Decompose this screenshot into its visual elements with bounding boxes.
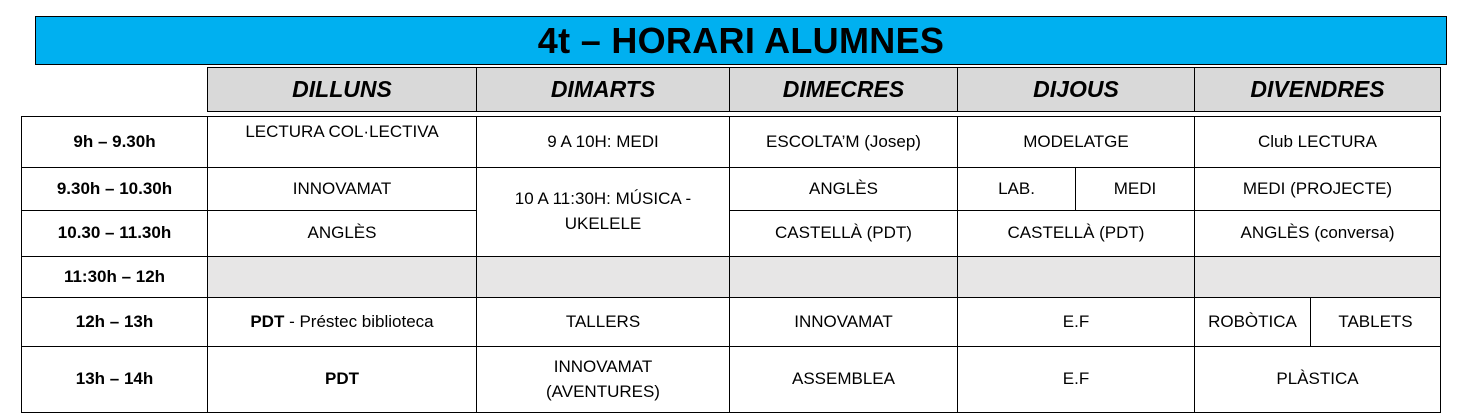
- wednesday-slot-3: CASTELLÀ (PDT): [729, 210, 958, 257]
- time-slot-3: 10.30 – 11.30h: [21, 210, 208, 257]
- friday-break: [1194, 256, 1441, 298]
- friday-slot-5b: TABLETS: [1310, 297, 1441, 347]
- page-title: 4t – HORARI ALUMNES: [35, 16, 1447, 65]
- thursday-slot-2b: MEDI: [1075, 167, 1195, 211]
- wednesday-break: [729, 256, 958, 298]
- monday-slot-1: LECTURA COL·LECTIVA: [207, 116, 477, 168]
- time-slot-5: 12h – 13h: [21, 297, 208, 347]
- time-slot-6: 13h – 14h: [21, 346, 208, 413]
- tuesday-slot-6: [476, 346, 730, 413]
- monday-slot-6: [207, 346, 477, 413]
- time-slot-2: 9.30h – 10.30h: [21, 167, 208, 211]
- friday-slot-1: Club LECTURA: [1194, 116, 1441, 168]
- friday-slot-3: ANGLÈS (conversa): [1194, 210, 1441, 257]
- monday-slot-6-text: PDT: [325, 369, 359, 389]
- time-slot-4: 11:30h – 12h: [21, 256, 208, 298]
- thursday-slot-6: E.F: [957, 346, 1195, 413]
- tuesday-break: [476, 256, 730, 298]
- friday-slot-6: PLÀSTICA: [1194, 346, 1441, 413]
- thursday-slot-2a: LAB.: [957, 167, 1076, 211]
- thursday-slot-5: E.F: [957, 297, 1195, 347]
- friday-slot-5a: ROBÒTICA: [1194, 297, 1311, 347]
- day-header-friday: DIVENDRES: [1194, 67, 1441, 112]
- wednesday-slot-5: INNOVAMAT: [729, 297, 958, 347]
- wednesday-slot-6: ASSEMBLEA: [729, 346, 958, 413]
- wednesday-slot-1: ESCOLTA’M (Josep): [729, 116, 958, 168]
- tuesday-slot-5: TALLERS: [476, 297, 730, 347]
- thursday-break: [957, 256, 1195, 298]
- monday-slot-3: ANGLÈS: [207, 210, 477, 257]
- tuesday-slot-2-3: [476, 167, 730, 257]
- day-header-wednesday: DIMECRES: [729, 67, 958, 112]
- tuesday-slot-6-line1: INNOVAMAT: [553, 356, 653, 376]
- monday-slot-2: INNOVAMAT: [207, 167, 477, 211]
- tuesday-slot-6-line2: (AVENTURES): [546, 381, 660, 401]
- monday-slot-5: [207, 297, 477, 347]
- thursday-slot-1: MODELATGE: [957, 116, 1195, 168]
- day-header-thursday: DIJOUS: [957, 67, 1195, 112]
- day-header-monday: DILLUNS: [207, 67, 477, 112]
- time-slot-1: 9h – 9.30h: [21, 116, 208, 168]
- wednesday-slot-2: ANGLÈS: [729, 167, 958, 211]
- tuesday-slot-2-3-line2: UKELELE: [564, 214, 642, 233]
- monday-slot-5-bold: PDT: [250, 311, 285, 331]
- thursday-slot-3: CASTELLÀ (PDT): [957, 210, 1195, 257]
- tuesday-slot-1: 9 A 10H: MEDI: [476, 116, 730, 168]
- day-header-tuesday: DIMARTS: [476, 67, 730, 112]
- tuesday-slot-2-3-line1: 10 A 11:30H: MÚSICA -: [514, 189, 692, 209]
- monday-slot-5-text: - Préstec biblioteca: [284, 311, 434, 331]
- monday-break: [207, 256, 477, 298]
- friday-slot-2: MEDI (PROJECTE): [1194, 167, 1441, 211]
